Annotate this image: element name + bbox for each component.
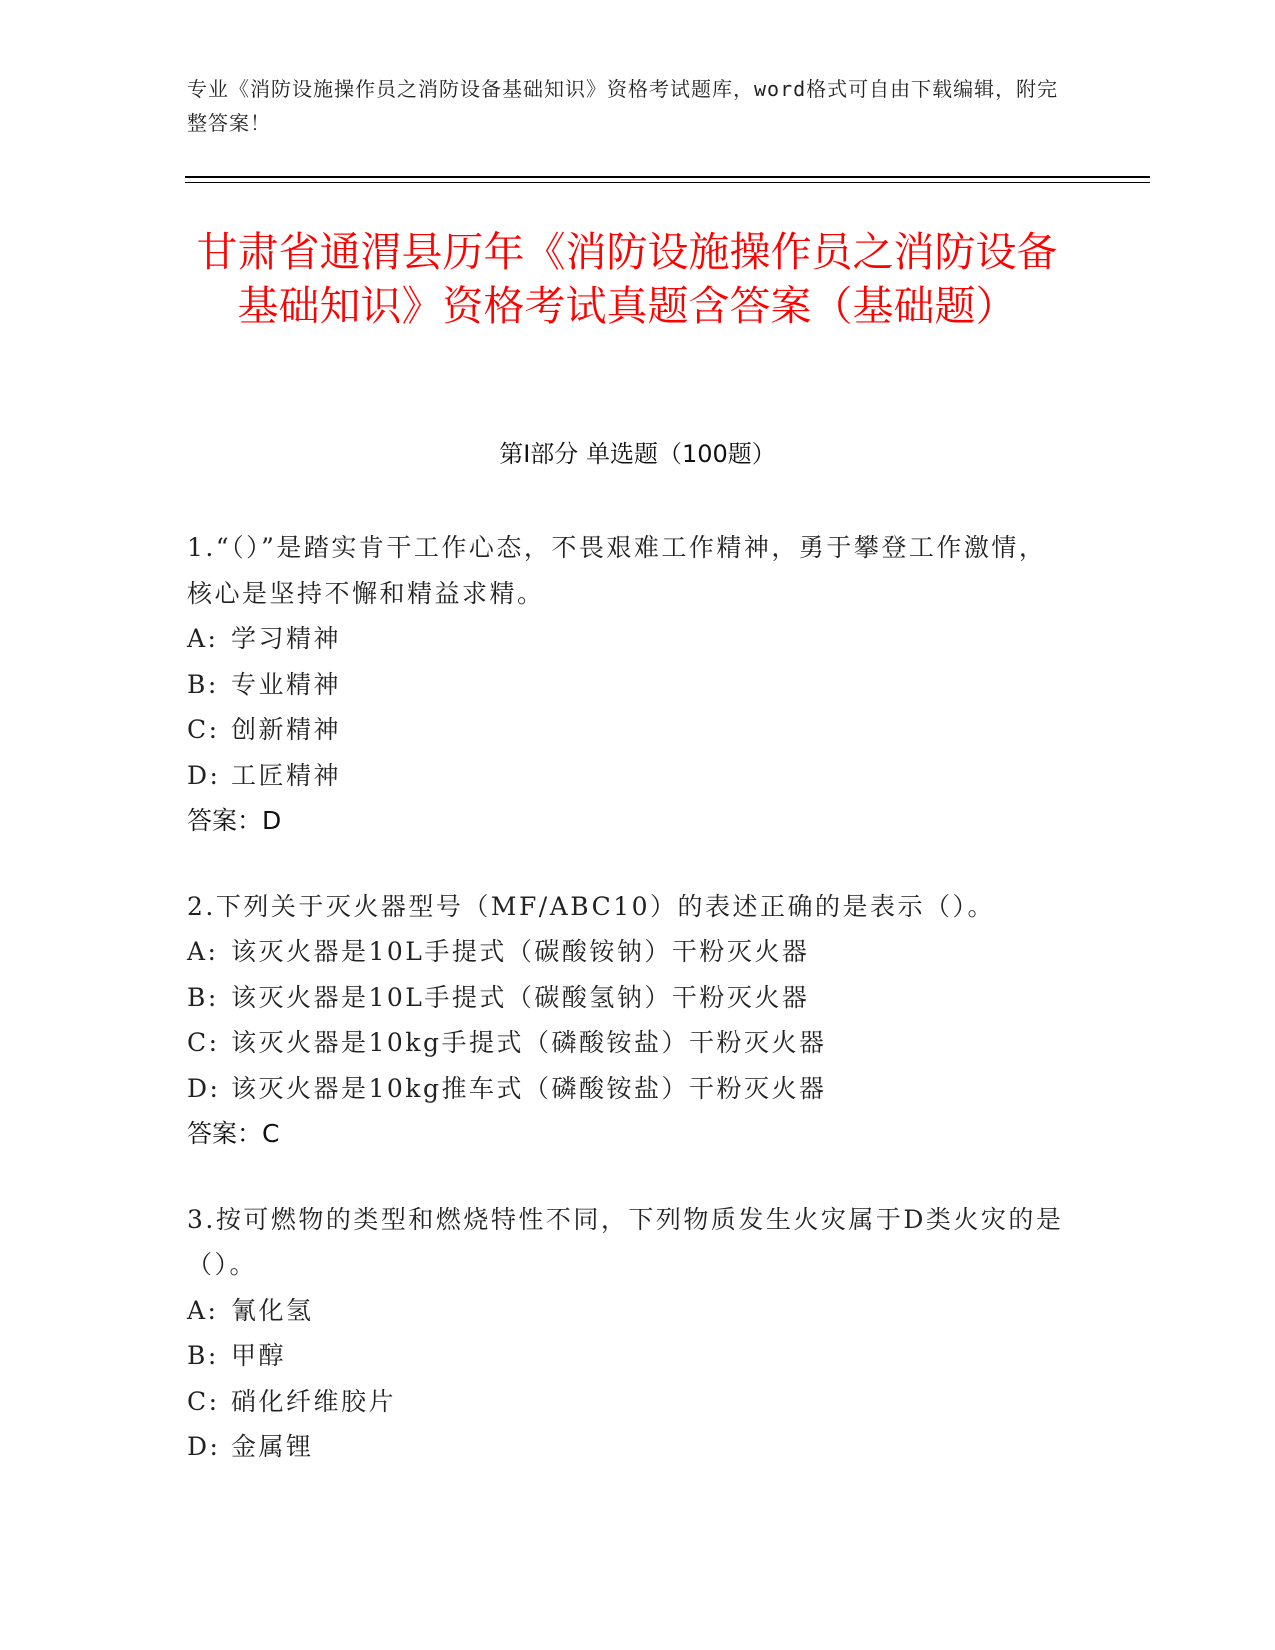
option-letter: D: xyxy=(187,1432,221,1461)
option-letter: B: xyxy=(187,1341,219,1370)
option-text: 学习精神 xyxy=(231,624,342,653)
question-1 xyxy=(187,525,1067,844)
option-text: 创新精神 xyxy=(231,715,342,744)
option-a xyxy=(187,1288,1067,1334)
question-3 xyxy=(187,1197,1067,1470)
question-2 xyxy=(187,884,1067,1157)
option-letter: D: xyxy=(187,760,221,790)
option-letter: C: xyxy=(187,715,220,744)
option-text: 专业精神 xyxy=(231,669,342,699)
question-list xyxy=(187,525,1067,1510)
option-text: 该灭火器是10L手提式（碳酸氢钠）干粉灭火器 xyxy=(231,982,810,1012)
option-c xyxy=(187,1020,1067,1066)
option-a xyxy=(187,616,1067,662)
question-stem: 1.“（）”是踏实肯干工作心态，不畏艰难工作精神，勇于攀登工作激情，核心是坚持不懈和精益求精。 xyxy=(187,533,1047,608)
answer-line: 答案：C xyxy=(187,1119,280,1148)
option-letter: D: xyxy=(187,1073,221,1103)
option-d xyxy=(187,1424,1067,1470)
option-a xyxy=(187,929,1067,975)
option-d xyxy=(187,1066,1067,1112)
option-letter: C: xyxy=(187,1028,220,1057)
option-text: 工匠精神 xyxy=(231,760,342,790)
question-stem: 2.下列关于灭火器型号（MF/ABC10）的表述正确的是表示（）。 xyxy=(187,891,996,921)
option-text: 氰化氢 xyxy=(231,1295,314,1325)
option-text: 该灭火器是10L手提式（碳酸铵钠）干粉灭火器 xyxy=(231,937,810,966)
option-text: 金属锂 xyxy=(231,1432,314,1461)
header-divider-thin xyxy=(185,182,1150,183)
option-text: 硝化纤维胶片 xyxy=(231,1386,397,1416)
option-c xyxy=(187,1379,1067,1425)
option-text: 甲醇 xyxy=(231,1341,287,1370)
option-text: 该灭火器是10kg推车式（磷酸铵盐）干粉灭火器 xyxy=(231,1073,827,1103)
option-text: 该灭火器是10kg手提式（磷酸铵盐）干粉灭火器 xyxy=(231,1028,827,1057)
option-letter: B: xyxy=(187,669,219,699)
answer-line: 答案：D xyxy=(187,806,282,835)
option-letter: A: xyxy=(187,1295,219,1325)
section-heading: 第Ⅰ部分 单选题（100题） xyxy=(499,440,776,468)
option-d xyxy=(187,753,1067,799)
document-title: 甘肃省通渭县历年《消防设施操作员之消防设备基础知识》资格考试真题含答案（基础题） xyxy=(196,228,1058,330)
header-note: 专业《消防设施操作员之消防设备基础知识》资格考试题库，word格式可自由下载编辑，附完整答案！ xyxy=(187,77,1059,135)
option-b xyxy=(187,975,1067,1021)
option-c xyxy=(187,707,1067,753)
option-letter: A: xyxy=(187,937,219,966)
option-letter: C: xyxy=(187,1386,220,1416)
option-letter: B: xyxy=(187,982,219,1012)
option-letter: A: xyxy=(187,624,219,653)
question-stem: 3.按可燃物的类型和燃烧特性不同，下列物质发生火灾属于D类火灾的是（）。 xyxy=(187,1204,1064,1279)
option-b xyxy=(187,1333,1067,1379)
header-divider-thick xyxy=(185,176,1150,178)
option-b xyxy=(187,662,1067,708)
